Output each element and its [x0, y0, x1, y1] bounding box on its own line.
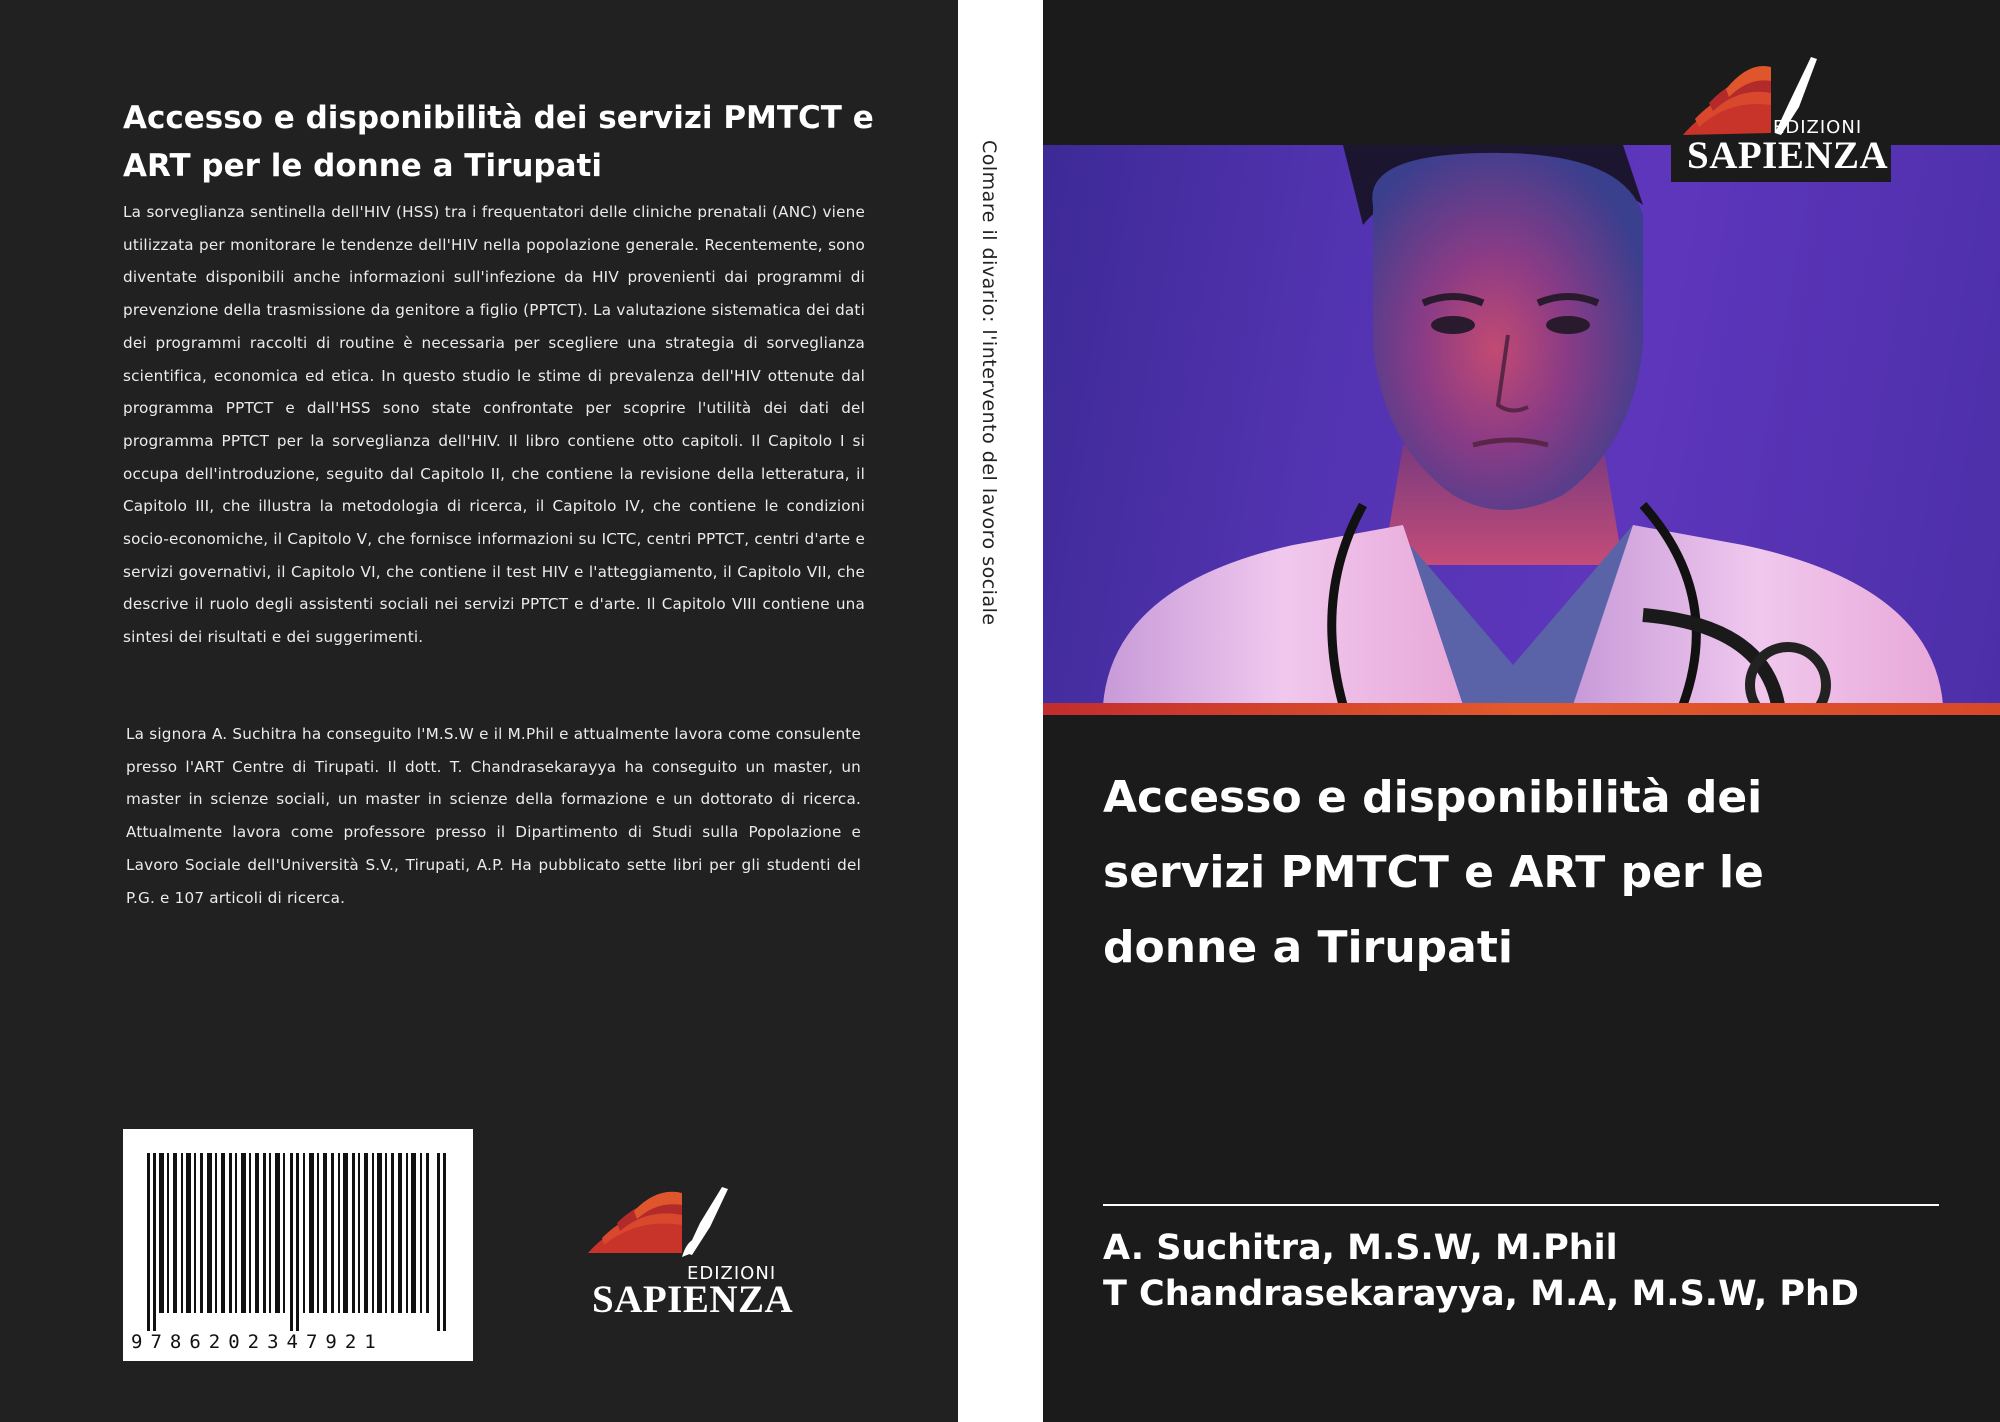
front-cover-title: Accesso e disponibilità dei servizi PMTCT e ART per le donne a Tirupati [1103, 772, 1764, 973]
back-cover-blurb: La sorveglianza sentinella dell'HIV (HSS) tra i frequentatori delle cliniche prenatali (ANC) viene utilizzata per monitorare le tendenze dell'HIV nella popolazione generale. Recentemente, sono diventate disponibili anche informazioni sull'infezione da HIV provenienti dai programmi di prevenzione della trasmissione da genitore a figlio (PPTCT). La valutazione sistematica dei dati dei programmi raccolti di routine è necessaria per scegliere una strategia di sorveglianza scientifica, economica ed etica. In questo studio le stime di prevalenza dell'HIV ottenute dal programma PPTCT e dall'HSS sono state confrontate per scoprire l'utilità dei dati del programma PPTCT per la sorveglianza dell'HIV. Il libro contiene otto capitoli. Il Capitolo I si occupa dell'introduzione, seguito dal Capitolo II, che contiene la revisione della letteratura, il Capitolo III, che illustra la metodologia di ricerca, il Capitolo IV, che contiene le condizioni socio-economiche, il Capitolo V, che fornisce informazioni su ICTC, centri PPTCT, centri d'arte e servizi governativi, il Capitolo VI, che contiene il test HIV e l'atteggiamento, il Capitolo VII, che descrive il ruolo degli assistenti sociali nei servizi PPTCT e d'arte. Il Capitolo VIII contiene una sintesi dei risultati e dei suggerimenti. [123, 203, 865, 647]
publisher-logo-big-text: SAPIENZA [1687, 134, 1889, 177]
publisher-logo-small-text: EDIZIONI [687, 1263, 777, 1284]
isbn-number: 9786202347921 [131, 1331, 465, 1353]
spine [958, 0, 1043, 1422]
accent-bar [1043, 703, 2000, 715]
author-1: A. Suchitra, M.S.W, M.Phil [1103, 1228, 1618, 1268]
publisher-logo-small-text: EDIZIONI [1773, 117, 1863, 138]
author-bio: La signora A. Suchitra ha conseguito l'M.S.W e il M.Phil e attualmente lavora come consulente presso l'ART Centre di Tirupati. Il dott. T. Chandrasekarayya ha conseguito un master, un master in scienze sociali, un master in scienze della formazione e un dottorato di ricerca. Attualmente lavora come professore presso il Dipartimento di Studi sulla Popolazione e Lavoro Sociale dell'Università S.V., Tirupati, A.P. Ha pubblicato sette libri per gli studenti del P.G. e 107 articoli di ricerca. [126, 725, 861, 907]
divider-line [1103, 1204, 1939, 1206]
back-cover-title: Accesso e disponibilità dei servizi PMTCT e ART per le donne a Tirupati [123, 100, 874, 184]
barcode-bars [145, 1153, 451, 1333]
publisher-logo-big-text: SAPIENZA [592, 1278, 794, 1321]
cover-photo-doctor [1043, 145, 2000, 705]
doctor-illustration [1043, 145, 2000, 705]
spine-title: Colmare il divario: l'intervento del lavoro sociale [978, 140, 1000, 626]
quill-fan-icon [582, 1183, 802, 1263]
publisher-logo-back [582, 1183, 802, 1323]
publisher-logo-front [1671, 45, 1891, 182]
barcode [123, 1129, 473, 1361]
author-2: T Chandrasekarayya, M.A, M.S.W, PhD [1103, 1274, 1859, 1314]
